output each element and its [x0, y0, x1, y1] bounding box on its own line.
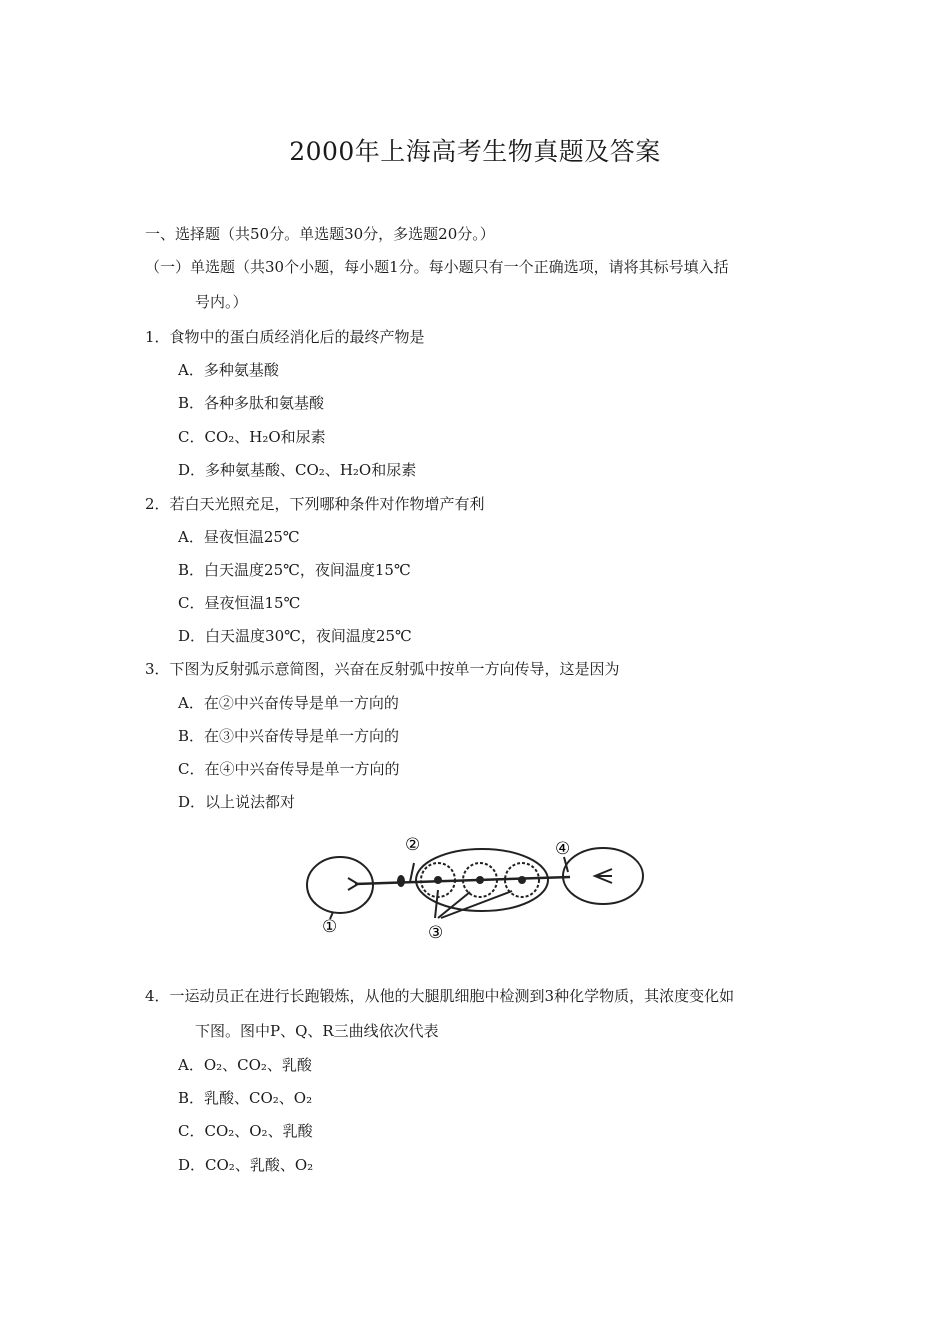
ganglion-dot	[397, 875, 405, 887]
page-title: 2000年上海高考生物真题及答案	[289, 137, 661, 166]
question-2-option-c: C．昼夜恒温15℃	[178, 594, 301, 612]
question-1-option-c: C．CO₂、H₂O和尿素	[178, 428, 326, 446]
question-2-option-d: D．白天温度30℃，夜间温度25℃	[178, 627, 412, 645]
question-4-stem-line1: 4．一运动员正在进行长跑锻炼，从他的大腿肌细胞中检测到3种化学物质，其浓度变化如	[145, 987, 735, 1005]
question-1-option-a: A．多种氨基酸	[178, 361, 279, 379]
section-heading: 一、选择题（共50分。单选题30分，多选题20分。）	[145, 225, 495, 243]
question-3-option-d: D．以上说法都对	[178, 793, 296, 811]
receptor-oval	[307, 857, 373, 913]
label-4: ④	[555, 839, 571, 859]
question-2-stem: 2．若白天光照充足，下列哪种条件对作物增产有利	[145, 495, 485, 513]
question-3-stem: 3．下图为反射弧示意简图，兴奋在反射弧中按单一方向传导，这是因为	[145, 660, 620, 678]
reflex-arc-diagram	[300, 828, 650, 948]
question-4-option-a: A．O₂、CO₂、乳酸	[178, 1056, 312, 1074]
question-4-option-c: C．CO₂、O₂、乳酸	[178, 1122, 313, 1140]
question-3-option-c: C．在④中兴奋传导是单一方向的	[178, 760, 400, 778]
question-3-option-b: B．在③中兴奋传导是单一方向的	[178, 727, 400, 745]
question-1-option-b: B．各种多肽和氨基酸	[178, 394, 325, 412]
question-4-option-b: B．乳酸、CO₂、O₂	[178, 1089, 313, 1107]
label-2: ②	[405, 835, 421, 855]
label-3: ③	[428, 923, 444, 943]
question-2-option-a: A．昼夜恒温25℃	[178, 528, 300, 546]
subsection-instruction-line2: 号内。）	[195, 293, 248, 311]
question-4-stem-line2: 下图。图中P、Q、R三曲线依次代表	[195, 1022, 439, 1040]
question-1-stem: 1．食物中的蛋白质经消化后的最终产物是	[145, 328, 425, 346]
label-1: ①	[322, 917, 338, 937]
question-2-option-b: B．白天温度25℃，夜间温度15℃	[178, 561, 411, 579]
question-4-option-d: D．CO₂、乳酸、O₂	[178, 1156, 314, 1174]
subsection-instruction-line1: （一）单选题（共30个小题，每小题1分。每小题只有一个正确选项，请将其标号填入括	[145, 258, 729, 276]
question-3-option-a: A．在②中兴奋传导是单一方向的	[178, 694, 399, 712]
question-1-option-d: D．多种氨基酸、CO₂、H₂O和尿素	[178, 461, 417, 479]
